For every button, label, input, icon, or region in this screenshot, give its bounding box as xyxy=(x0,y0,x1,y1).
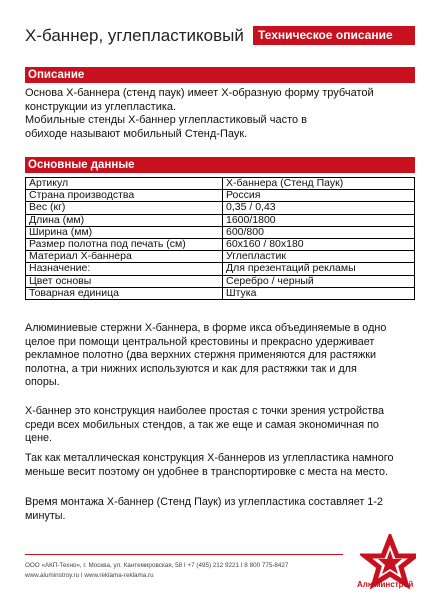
spec-value: Углепластик xyxy=(223,251,415,263)
description-text xyxy=(25,87,420,141)
description-line: обиходе называют мобильный Стенд-Паук. xyxy=(25,127,248,140)
spec-label: Цвет основы xyxy=(26,275,223,287)
spec-row xyxy=(26,226,415,238)
spec-label: Материал Х-баннера xyxy=(26,251,223,263)
specs-heading: Основные данные xyxy=(25,157,415,173)
footer-contacts: ООО «АКП-Техно», г. Москва, ул. Кантемировская, 58 I +7 (495) 212 9221 I 8 800 775-8427 xyxy=(25,562,289,569)
tech-description-badge: Техническое описание xyxy=(253,26,415,45)
paragraph-line: минуты. xyxy=(25,509,66,522)
document-title: Х-баннер, углепластиковый xyxy=(25,26,244,45)
spec-label: Товарная единица xyxy=(26,287,223,299)
spec-value: Серебро / черный xyxy=(223,275,415,287)
spec-value: Х-баннера (Стенд Паук) xyxy=(223,178,415,190)
spec-label: Ширина (мм) xyxy=(26,226,223,238)
paragraph-line: Так как металлическая конструкция Х-баннеров из углепластика намного xyxy=(25,452,394,464)
paragraph-line: Х-баннер это конструкция наиболее простая с точки зрения устройства xyxy=(25,405,384,417)
spec-value: Для презентаций рекламы xyxy=(223,263,415,275)
description-line: Мобильные стенды Х-баннер углепластиковый часто в xyxy=(25,114,308,126)
spec-label: Размер полотна под печать (см) xyxy=(26,238,223,250)
footer-websites[interactable]: www.aluminstroy.ru I www.reklama-reklama.ru xyxy=(25,572,154,579)
spec-value: 600/800 xyxy=(223,226,415,238)
paragraph-line: опоры. xyxy=(25,376,60,388)
spec-row xyxy=(26,238,415,250)
spec-row xyxy=(26,190,415,202)
spec-value: 60х160 / 80х180 xyxy=(223,238,415,250)
spec-label: Вес (кг) xyxy=(26,202,223,214)
specs-table xyxy=(25,177,415,300)
spec-row xyxy=(26,263,415,275)
footer-divider xyxy=(25,554,343,555)
description-heading: Описание xyxy=(25,67,415,83)
paragraph-simplicity xyxy=(25,405,417,446)
spec-row xyxy=(26,214,415,226)
spec-value: Россия xyxy=(223,190,415,202)
description-line: конструкции из углепластика. xyxy=(25,100,177,113)
spec-row xyxy=(26,275,415,287)
spec-row xyxy=(26,251,415,263)
spec-row xyxy=(26,178,415,190)
paragraph-line: полотна, а три нижних используются и как для растяжки так и для xyxy=(25,362,357,375)
spec-label: Длина (мм) xyxy=(26,214,223,226)
paragraph-line: рекламное полотно (два верхних стержня применяются для растяжки xyxy=(25,349,377,361)
spec-value: Штука xyxy=(223,287,415,299)
paragraph-rods xyxy=(25,322,417,390)
spec-label: Артикул xyxy=(26,178,223,190)
paragraph-line: Алюминиевые стержни Х-баннера, в форме икса объединяемые в одно xyxy=(25,322,387,334)
spec-row xyxy=(26,202,415,214)
paragraph-weight xyxy=(25,452,417,479)
spec-label: Страна производства xyxy=(26,190,223,202)
description-line: Основа Х-баннера (стенд паук) имеет Х-образную форму трубчатой xyxy=(25,87,374,99)
paragraph-line: среди всех мобильных стендов, а так же еще и самая экономичная по xyxy=(25,418,379,431)
paragraph-line: целое при помощи центральной крестовины и прекрасно удерживает xyxy=(25,335,375,348)
spec-row xyxy=(26,287,415,299)
spec-value: 0,35 / 0,43 xyxy=(223,202,415,214)
paragraph-assembly xyxy=(25,496,417,523)
spec-label: Назначение: xyxy=(26,263,223,275)
paragraph-line: меньше весит поэтому он удобнее в транспортировке с места на место. xyxy=(25,465,388,478)
paragraph-line: цене. xyxy=(25,432,53,444)
paragraph-line: Время монтажа Х-баннер (Стенд Паук) из углепластика составляет 1-2 xyxy=(25,496,383,508)
brand-name: Алюминстрой xyxy=(357,580,414,589)
spec-value: 1600/1800 xyxy=(223,214,415,226)
